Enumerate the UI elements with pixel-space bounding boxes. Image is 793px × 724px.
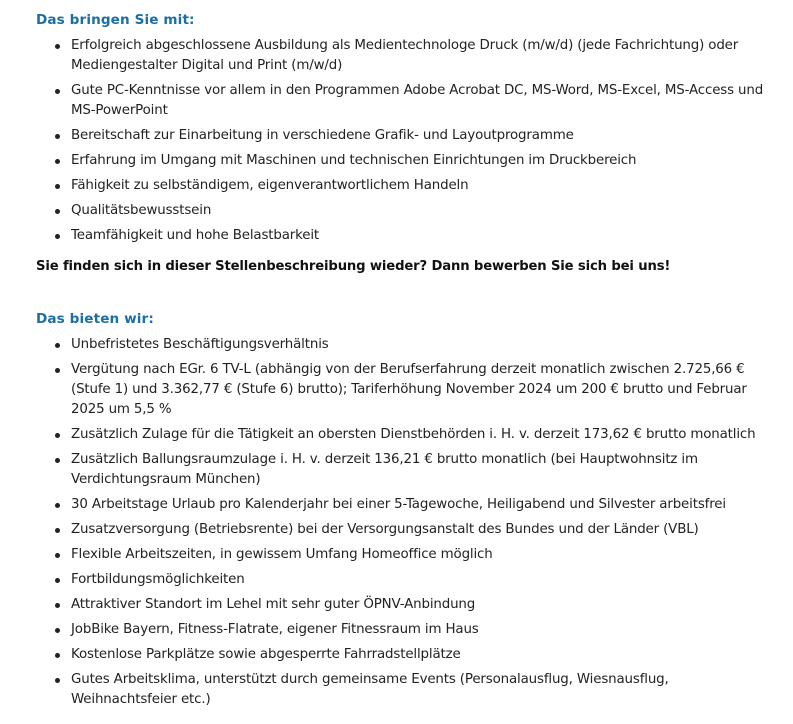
list-item-text: Zusatzversorgung (Betriebsrente) bei der Versorgungsanstalt des Bundes und der Länder (VBL) xyxy=(71,522,699,537)
requirements-heading: Das bringen Sie mit: xyxy=(36,12,195,28)
list-item-text: Vergütung nach EGr. 6 TV-L (abhängig von der Berufserfahrung derzeit monatlich zwischen 2.725,66 € (Stufe 1) und 3.362,77 € (Stufe 6) brutto); Tariferhöhung November 2024 um 200 € brutto und Februar 2025 um 5,5 % xyxy=(71,362,747,417)
list-item xyxy=(36,36,771,76)
bullet-icon xyxy=(55,678,60,683)
requirements-list xyxy=(36,36,771,246)
list-item-text: Unbefristetes Beschäftigungsverhältnis xyxy=(71,337,329,352)
list-item xyxy=(36,520,771,540)
bullet-icon xyxy=(55,209,60,214)
bullet-icon xyxy=(55,368,60,373)
list-item xyxy=(36,595,771,615)
list-item-text: Attraktiver Standort im Lehel mit sehr guter ÖPNV-Anbindung xyxy=(71,597,476,612)
bullet-icon xyxy=(55,343,60,348)
list-item-text: Gute PC-Kenntnisse vor allem in den Programmen Adobe Acrobat DC, MS-Word, MS-Excel, MS-Access und MS-PowerPoint xyxy=(71,83,764,118)
list-item xyxy=(36,201,771,221)
list-item-text: Teamfähigkeit und hohe Belastbarkeit xyxy=(71,228,320,243)
list-item xyxy=(36,151,771,171)
list-item-text: Erfahrung im Umgang mit Maschinen und technischen Einrichtungen im Druckbereich xyxy=(71,153,637,168)
list-item-text: Gutes Arbeitsklima, unterstützt durch gemeinsame Events (Personalausflug, Wiesnausflug, Weihnachtsfeier etc.) xyxy=(71,672,669,707)
list-item xyxy=(36,126,771,146)
bullet-icon xyxy=(55,89,60,94)
bullet-icon xyxy=(55,553,60,558)
list-item xyxy=(36,620,771,640)
list-item-text: Erfolgreich abgeschlossene Ausbildung als Medientechnologe Druck (m/w/d) (jede Fachrichtung) oder Mediengestalter Digital und Print (m/w/d) xyxy=(71,38,739,73)
bullet-icon xyxy=(55,603,60,608)
list-item xyxy=(36,425,771,445)
bullet-icon xyxy=(55,134,60,139)
list-item xyxy=(36,81,771,121)
bullet-icon xyxy=(55,44,60,49)
list-item xyxy=(36,545,771,565)
list-item xyxy=(36,570,771,590)
list-item xyxy=(36,335,771,355)
list-item-text: Fähigkeit zu selbständigem, eigenverantwortlichem Handeln xyxy=(71,178,469,193)
bullet-icon xyxy=(55,578,60,583)
list-item-text: Qualitätsbewusstsein xyxy=(71,203,212,218)
bullet-icon xyxy=(55,528,60,533)
list-item xyxy=(36,670,771,710)
bullet-icon xyxy=(55,458,60,463)
list-item xyxy=(36,226,771,246)
benefits-list xyxy=(36,335,771,710)
list-item xyxy=(36,450,771,490)
call-to-action-text: Sie finden sich in dieser Stellenbeschreibung wieder? Dann bewerben Sie sich bei uns! xyxy=(36,259,671,274)
list-item-text: Zusätzlich Zulage für die Tätigkeit an obersten Dienstbehörden i. H. v. derzeit 173,62 € brutto monatlich xyxy=(71,427,756,442)
bullet-icon xyxy=(55,653,60,658)
bullet-icon xyxy=(55,433,60,438)
list-item-text: Flexible Arbeitszeiten, in gewissem Umfang Homeoffice möglich xyxy=(71,547,493,562)
list-item-text: Fortbildungsmöglichkeiten xyxy=(71,572,245,587)
list-item-text: Kostenlose Parkplätze sowie abgesperrte Fahrradstellplätze xyxy=(71,647,461,662)
bullet-icon xyxy=(55,159,60,164)
benefits-section xyxy=(36,309,771,710)
list-item-text: 30 Arbeitstage Urlaub pro Kalenderjahr bei einer 5-Tagewoche, Heiligabend und Silvester arbeitsfrei xyxy=(71,497,726,512)
bullet-icon xyxy=(55,234,60,239)
bullet-icon xyxy=(55,628,60,633)
bullet-icon xyxy=(55,503,60,508)
list-item xyxy=(36,360,771,420)
list-item-text: Zusätzlich Ballungsraumzulage i. H. v. derzeit 136,21 € brutto monatlich (bei Hauptwohnsitz im Verdichtungsraum München) xyxy=(71,452,698,487)
list-item xyxy=(36,495,771,515)
bullet-icon xyxy=(55,184,60,189)
list-item-text: JobBike Bayern, Fitness-Flatrate, eigener Fitnessraum im Haus xyxy=(71,622,479,637)
benefits-heading: Das bieten wir: xyxy=(36,311,154,327)
requirements-section xyxy=(36,10,771,277)
list-item-text: Bereitschaft zur Einarbeitung in verschiedene Grafik- und Layoutprogramme xyxy=(71,128,574,143)
list-item xyxy=(36,645,771,665)
list-item xyxy=(36,176,771,196)
